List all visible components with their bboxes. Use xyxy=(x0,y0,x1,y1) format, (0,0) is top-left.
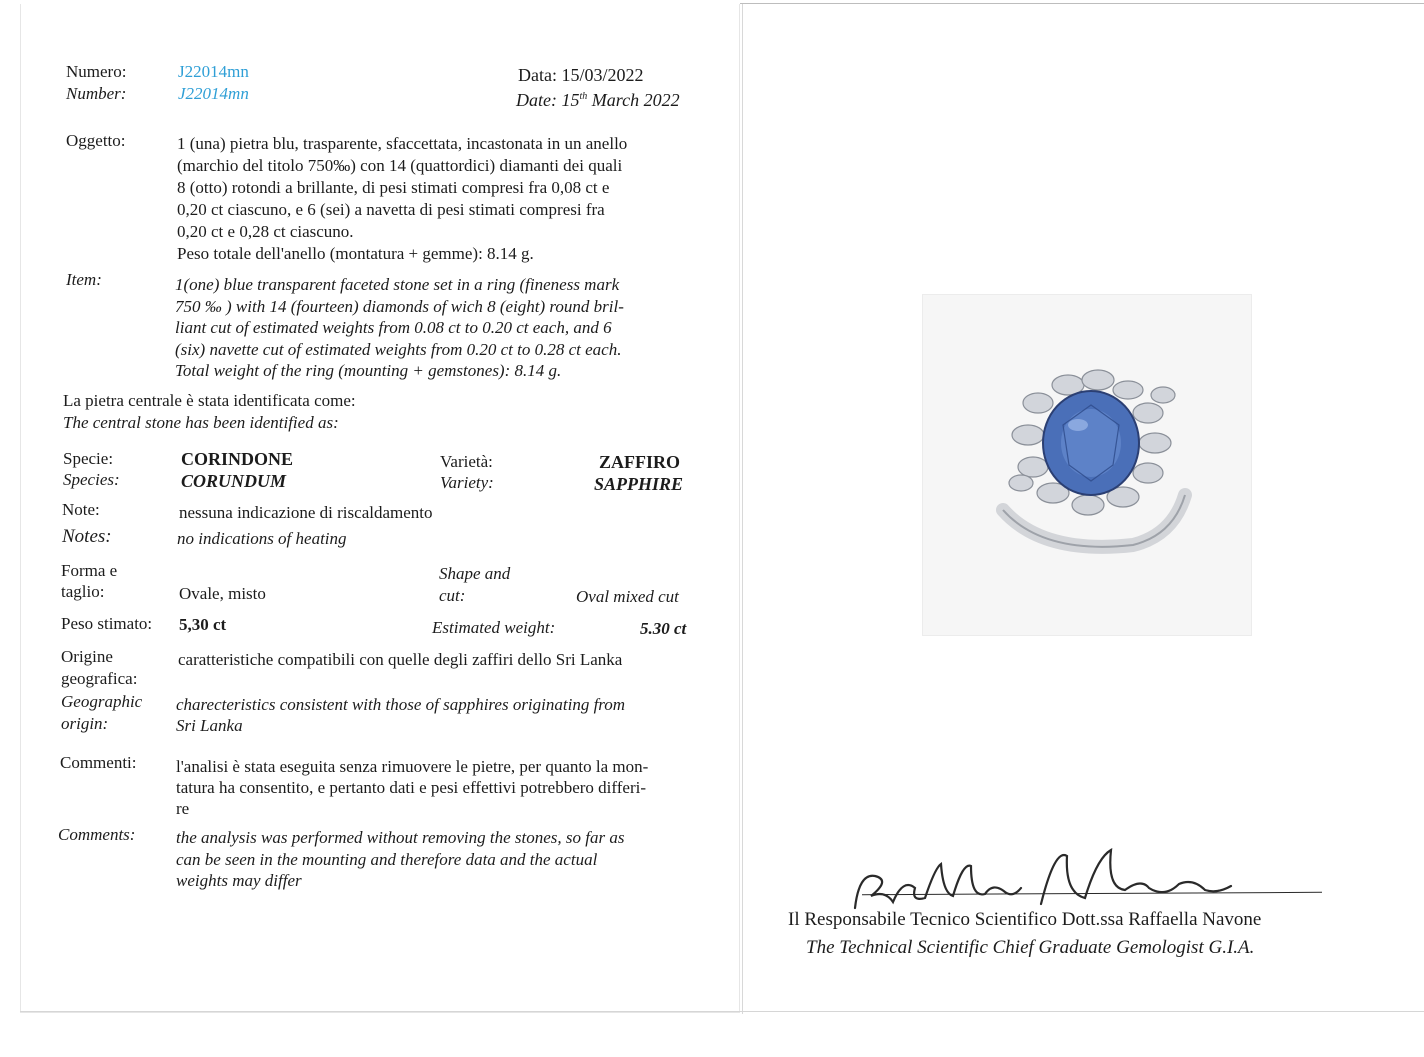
origin-label-it-1: Origine xyxy=(61,647,113,666)
certificate-number: J22014mn xyxy=(178,62,249,81)
shape-label-it-2: taglio: xyxy=(61,582,105,601)
variety-value-en: SAPPHIRE xyxy=(594,474,684,494)
shape-label-en-1: Shape and xyxy=(439,564,511,583)
weight-label-en: Estimated weight: xyxy=(432,618,556,637)
item-line: 750 ‰ ) with 14 (fourteen) diamonds of wich 8 (eight) round bril- xyxy=(175,296,624,316)
comments-line: can be seen in the mounting and therefore data and the actual xyxy=(176,849,598,869)
notes-value-it: nessuna indicazione di riscaldamento xyxy=(179,503,433,522)
ring-photo-icon xyxy=(923,295,1251,635)
notes-label-en: Notes: xyxy=(62,526,112,547)
ring-photo-image xyxy=(922,294,1252,636)
origin-value-en-2: Sri Lanka xyxy=(176,716,243,735)
variety-label-en: Variety: xyxy=(440,473,494,492)
comments-line: l'analisi è stata eseguita senza rimuovere le pietre, per quanto la mon- xyxy=(176,757,649,776)
notes-value-en: no indications of heating xyxy=(177,529,347,548)
item-label-en: Item: xyxy=(66,270,102,289)
weight-label-it: Peso stimato: xyxy=(61,614,153,633)
shape-value-en: Oval mixed cut xyxy=(576,587,679,606)
shape-label-en-2: cut: xyxy=(439,586,466,605)
identified-intro-en: The central stone has been identified as: xyxy=(63,413,339,432)
origin-label-en-1: Geographic xyxy=(61,692,143,711)
origin-label-en-2: origin: xyxy=(61,714,109,733)
date-it: Data: 15/03/2022 xyxy=(518,65,644,85)
origin-value-it: caratteristiche compatibili con quelle degli zaffiri dello Sri Lanka xyxy=(178,650,623,669)
item-line: (six) navette cut of estimated weights from 0.20 ct to 0.28 ct each. xyxy=(175,339,622,359)
item-line: 1(one) blue transparent faceted stone set in a ring (fineness mark xyxy=(175,275,620,294)
species-value-en: CORUNDUM xyxy=(181,471,287,491)
bottom-edge-line xyxy=(20,1011,1424,1012)
comments-line: the analysis was performed without removing the stones, so far as xyxy=(176,828,625,847)
shape-label-it-1: Forma e xyxy=(61,561,118,580)
origin-label-it-2: geografica: xyxy=(61,669,138,688)
object-line: 1 (una) pietra blu, trasparente, sfaccettata, incastonata in un anello xyxy=(177,134,628,153)
shape-value-it: Ovale, misto xyxy=(179,584,266,603)
number-label-en: Number: xyxy=(66,84,127,103)
number-label-it: Numero: xyxy=(66,62,127,81)
weight-value-en: 5.30 ct xyxy=(640,619,687,638)
origin-value-en-1: charecteristics consistent with those of sapphires originating from xyxy=(176,695,626,714)
identified-intro-it: La pietra centrale è stata identificata come: xyxy=(63,391,356,410)
object-description-it xyxy=(177,133,627,265)
comments-label-it: Commenti: xyxy=(60,753,137,772)
item-line: Total weight of the ring (mounting + gemstones): 8.14 g. xyxy=(175,361,562,380)
signatory-title-it: Il Responsabile Tecnico Scientifico Dott.ssa Raffaella Navone xyxy=(788,909,1262,930)
comments-line: weights may differ xyxy=(176,871,302,890)
object-line: 8 (otto) rotondi a brillante, di pesi stimati compresi fra 0,08 ct e xyxy=(177,178,610,197)
notes-label-it: Note: xyxy=(62,500,100,519)
species-value-it: CORINDONE xyxy=(181,449,294,469)
weight-value-it: 5,30 ct xyxy=(179,615,227,634)
variety-value-it: ZAFFIRO xyxy=(599,452,680,472)
certificate-number-en: J22014mn xyxy=(178,84,249,103)
object-line: 0,20 ct ciascuno, e 6 (sei) a navetta di pesi stimati compresi fra xyxy=(177,200,605,219)
date-en: Date: 15th March 2022 xyxy=(516,90,680,110)
object-description-en xyxy=(175,274,624,382)
object-line: Peso totale dell'anello (montatura + gemme): 8.14 g. xyxy=(177,244,534,263)
object-line: (marchio del titolo 750‰) con 14 (quattordici) diamanti dei quali xyxy=(177,156,623,175)
signatory-title-en: The Technical Scientific Chief Graduate Gemologist G.I.A. xyxy=(806,937,1255,958)
item-line: liant cut of estimated weights from 0.08 ct to 0.20 ct each, and 6 xyxy=(175,318,612,337)
object-label-it: Oggetto: xyxy=(66,131,126,150)
comments-line: re xyxy=(176,799,190,818)
species-label-it: Specie: xyxy=(63,449,114,468)
comments-line: tatura ha consentito, e pertanto dati e pesi effettivi potrebbero differi- xyxy=(176,778,646,797)
species-label-en: Species: xyxy=(63,470,120,489)
comments-label-en: Comments: xyxy=(58,825,136,844)
variety-label-it: Varietà: xyxy=(440,452,493,471)
object-line: 0,20 ct e 0,28 ct ciascuno. xyxy=(177,222,354,241)
comments-text-it xyxy=(176,756,648,819)
comments-text-en xyxy=(176,827,624,892)
